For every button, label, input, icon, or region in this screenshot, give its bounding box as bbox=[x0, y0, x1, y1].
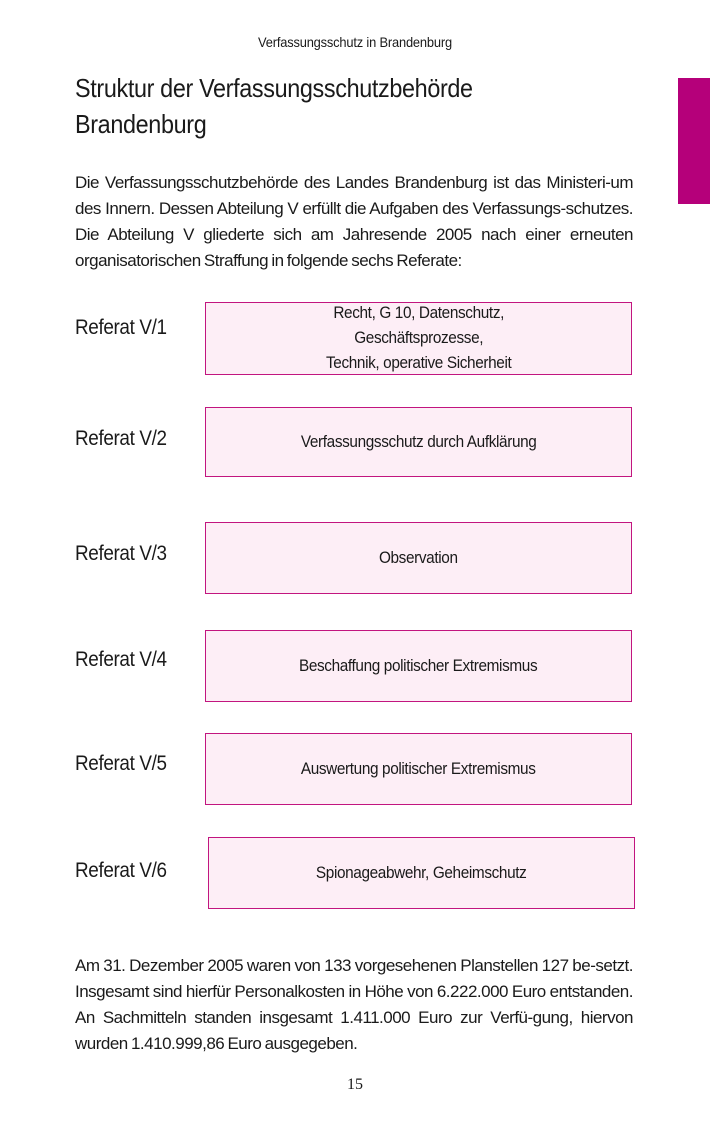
referat-label-v6: Referat V/6 bbox=[75, 859, 167, 882]
referat-text-v6: Spionageabwehr, Geheimschutz bbox=[316, 863, 527, 882]
referat-box-v6 bbox=[208, 837, 635, 909]
page-title: Struktur der Verfassungsschutzbehörde Brandenburg bbox=[75, 73, 473, 139]
referat-label-v3: Referat V/3 bbox=[75, 542, 167, 565]
closing-paragraph: Am 31. Dezember 2005 waren von 133 vorgesehenen Planstellen 127 be-setzt. Insgesamt sind hierfür Personalkosten in Höhe von 6.222.000 Euro entstanden. An Sachmitteln standen insgesamt 1.411.000 Euro zur Verfü-gung, hiervon wurden 1.410.999,86 Euro ausgegeben. bbox=[75, 956, 633, 1053]
referat-box-v4 bbox=[205, 630, 632, 702]
referat-box-v1 bbox=[205, 302, 632, 375]
chapter-tab-marker bbox=[678, 78, 710, 204]
running-header: Verfassungsschutz in Brandenburg bbox=[258, 34, 452, 50]
referat-text-v3: Observation bbox=[379, 548, 458, 567]
referat-label-v1: Referat V/1 bbox=[75, 316, 167, 339]
referat-text-v2: Verfassungsschutz durch Aufklärung bbox=[300, 432, 537, 451]
referat-box-v2 bbox=[205, 407, 632, 477]
referat-text-v5: Auswertung politischer Extremismus bbox=[301, 759, 536, 778]
page-number: 15 bbox=[347, 1076, 363, 1093]
referat-text-v1: Recht, G 10, Datenschutz, Geschäftsprozesse, Technik, operative Sicherheit bbox=[325, 304, 512, 372]
referat-label-v2: Referat V/2 bbox=[75, 427, 167, 450]
referat-box-v5 bbox=[205, 733, 632, 805]
referat-text-v4: Beschaffung politischer Extremismus bbox=[299, 656, 538, 675]
intro-paragraph: Die Verfassungsschutzbehörde des Landes Brandenburg ist das Ministeri-um des Innern. Dessen Abteilung V erfüllt die Aufgaben des Verfassungs-schutzes. Die Abteilung V gliederte sich am Jahresende 2005 nach einer erneuten organisatorischen Straffung in folgende sechs Referate: bbox=[75, 173, 633, 270]
referat-label-v4: Referat V/4 bbox=[75, 648, 167, 671]
referat-box-v3 bbox=[205, 522, 632, 594]
referat-label-v5: Referat V/5 bbox=[75, 752, 167, 775]
